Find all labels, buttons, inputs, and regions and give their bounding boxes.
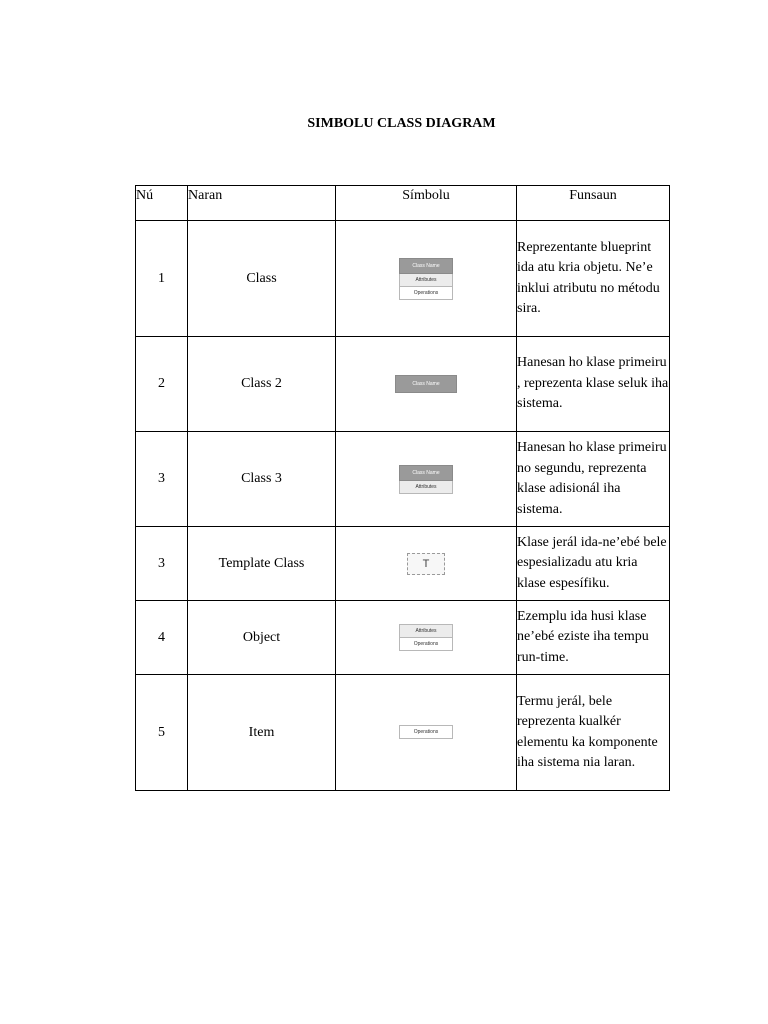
row-number: 2 xyxy=(136,337,188,432)
uml-class3-symbol xyxy=(399,465,453,494)
uml-attributes-compartment: Attributes xyxy=(399,624,453,638)
row-name: Item xyxy=(188,675,336,791)
row-number: 3 xyxy=(136,527,188,601)
row-name: Object xyxy=(188,601,336,675)
row-funsaun: Reprezentante blueprint ida atu kria objetu. Ne’e inklui atributu no métodu sira. xyxy=(517,221,670,337)
row-funsaun: Klase jerál ida-ne’ebé bele espesializadu atu kria klase espesífiku. xyxy=(517,527,670,601)
row-symbol xyxy=(336,221,517,337)
row-number: 4 xyxy=(136,601,188,675)
row-funsaun: Ezemplu ida husi klase ne’ebé eziste iha tempu run-time. xyxy=(517,601,670,675)
page-title: SIMBOLU CLASS DIAGRAM xyxy=(307,116,496,131)
row-funsaun: Termu jerál, bele reprezenta kualkér elementu ka komponente iha sistema nia laran. xyxy=(517,675,670,791)
table-row xyxy=(136,601,670,675)
table-row xyxy=(136,221,670,337)
uml-class-name-compartment: Class Name xyxy=(399,465,453,481)
row-funsaun: Hanesan ho klase primeiru no segundu, reprezenta klase adisionál iha sistema. xyxy=(517,432,670,527)
table-row xyxy=(136,527,670,601)
uml-attributes-compartment: Attributes xyxy=(399,274,453,287)
header-funsaun: Funsaun xyxy=(517,186,670,221)
table-row xyxy=(136,675,670,791)
uml-item-symbol xyxy=(399,725,453,739)
uml-operations-compartment: Operations xyxy=(399,638,453,651)
class-diagram-symbol-table xyxy=(135,185,670,791)
uml-class2-symbol xyxy=(395,375,457,393)
row-number: 5 xyxy=(136,675,188,791)
row-symbol xyxy=(336,527,517,601)
row-number: 1 xyxy=(136,221,188,337)
uml-class-name-compartment: Class Name xyxy=(399,258,453,274)
uml-template-class-symbol: T xyxy=(407,553,445,575)
header-simbolu: Símbolu xyxy=(336,186,517,221)
row-number: 3 xyxy=(136,432,188,527)
uml-class-symbol xyxy=(399,258,453,300)
uml-attributes-compartment: Attributes xyxy=(399,481,453,494)
row-symbol xyxy=(336,337,517,432)
table-row xyxy=(136,432,670,527)
row-funsaun: Hanesan ho klase primeiru , reprezenta klase seluk iha sistema. xyxy=(517,337,670,432)
uml-object-symbol xyxy=(399,624,453,651)
header-naran: Naran xyxy=(188,186,336,221)
table-row xyxy=(136,337,670,432)
row-name: Class 3 xyxy=(188,432,336,527)
row-symbol xyxy=(336,675,517,791)
uml-operations-compartment: Operations xyxy=(399,287,453,300)
table-header-row xyxy=(136,186,670,221)
uml-operations-compartment: Operations xyxy=(399,725,453,739)
uml-class-name-compartment: Class Name xyxy=(395,375,457,393)
row-symbol xyxy=(336,432,517,527)
row-symbol xyxy=(336,601,517,675)
row-name: Template Class xyxy=(188,527,336,601)
row-name: Class 2 xyxy=(188,337,336,432)
row-name: Class xyxy=(188,221,336,337)
header-no: Nú xyxy=(136,186,188,221)
